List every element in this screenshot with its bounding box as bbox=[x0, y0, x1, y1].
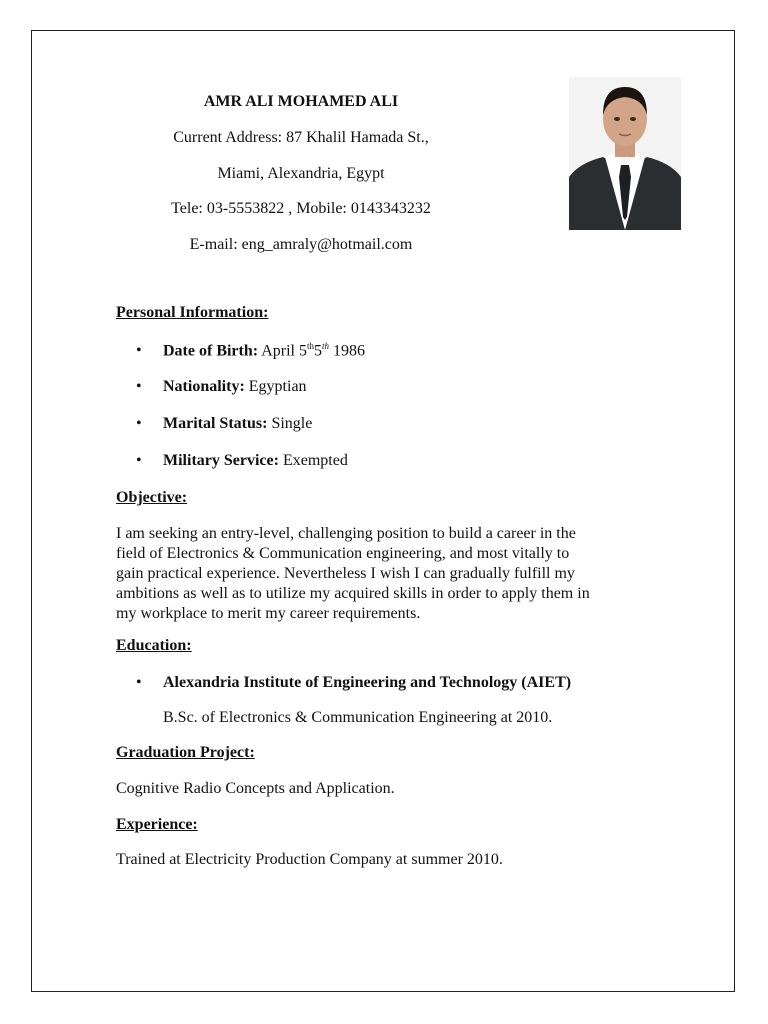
education-heading: Education: bbox=[116, 637, 192, 654]
objective-line: field of Electronics & Communication engineering, and most vitally to bbox=[116, 545, 570, 562]
objective-line: I am seeking an entry-level, challenging position to build a career in the bbox=[116, 525, 576, 542]
experience-heading: Experience: bbox=[116, 816, 198, 833]
cv-page bbox=[31, 30, 735, 992]
candidate-name: AMR ALI MOHAMED ALI bbox=[203, 93, 399, 110]
institute-name: Alexandria Institute of Engineering and Technology bbox=[163, 674, 518, 691]
marital-status-value: Single bbox=[271, 415, 313, 432]
graduation-project-heading: Graduation Project: bbox=[116, 744, 255, 761]
bullet-icon: • bbox=[136, 378, 142, 395]
objective-paragraph bbox=[116, 524, 664, 624]
dob-sup-1: th bbox=[307, 341, 315, 351]
dob-sup-2: th bbox=[322, 341, 330, 351]
dob-mid: 5 bbox=[314, 342, 323, 360]
objective-line: gain practical experience. Nevertheless I wish I can gradually fulfill my bbox=[116, 565, 575, 582]
experience-value: Trained at Electricity Production Company at summer 2010. bbox=[116, 851, 503, 868]
marital-status-label: Marital Status: bbox=[163, 415, 268, 432]
dob-year: 1986 bbox=[329, 342, 366, 360]
objective-line: ambitions as well as to utilize my acquired skills in order to apply them in bbox=[116, 585, 590, 602]
military-service-label: Military Service: bbox=[163, 452, 279, 469]
nationality-item bbox=[136, 378, 307, 396]
address-line-1: Current Address: 87 Khalil Hamada St., bbox=[173, 129, 429, 146]
nationality-label: Nationality: bbox=[163, 378, 245, 395]
objective-line: my workplace to merit my career requirements. bbox=[116, 605, 421, 622]
address-line-2: Miami, Alexandria, Egypt bbox=[217, 165, 385, 182]
email-line: E-mail: eng_amraly@hotmail.com bbox=[189, 236, 413, 253]
nationality-value: Egyptian bbox=[248, 378, 307, 395]
graduation-project-value: Cognitive Radio Concepts and Application. bbox=[116, 780, 395, 797]
dob-label: Date of Birth: bbox=[163, 342, 259, 360]
marital-status-item bbox=[136, 415, 312, 433]
degree-line: B.Sc. of Electronics & Communication Engineering at 2010. bbox=[163, 709, 553, 726]
profile-photo bbox=[569, 77, 681, 230]
military-service-item bbox=[136, 452, 348, 470]
bullet-icon: • bbox=[136, 415, 142, 432]
dob-value-pre: April 5 bbox=[261, 342, 307, 360]
education-item bbox=[136, 674, 571, 692]
personal-information-heading: Personal Information: bbox=[116, 304, 269, 321]
institute-abbr: (AIET) bbox=[517, 674, 572, 691]
objective-heading: Objective: bbox=[116, 489, 188, 506]
bullet-icon: • bbox=[136, 342, 142, 360]
bullet-icon: • bbox=[136, 452, 142, 469]
phone-line: Tele: 03-5553822 , Mobile: 0143343232 bbox=[171, 200, 431, 217]
bullet-icon: • bbox=[136, 674, 142, 691]
military-service-value: Exempted bbox=[282, 452, 348, 469]
dob-item bbox=[136, 341, 365, 360]
